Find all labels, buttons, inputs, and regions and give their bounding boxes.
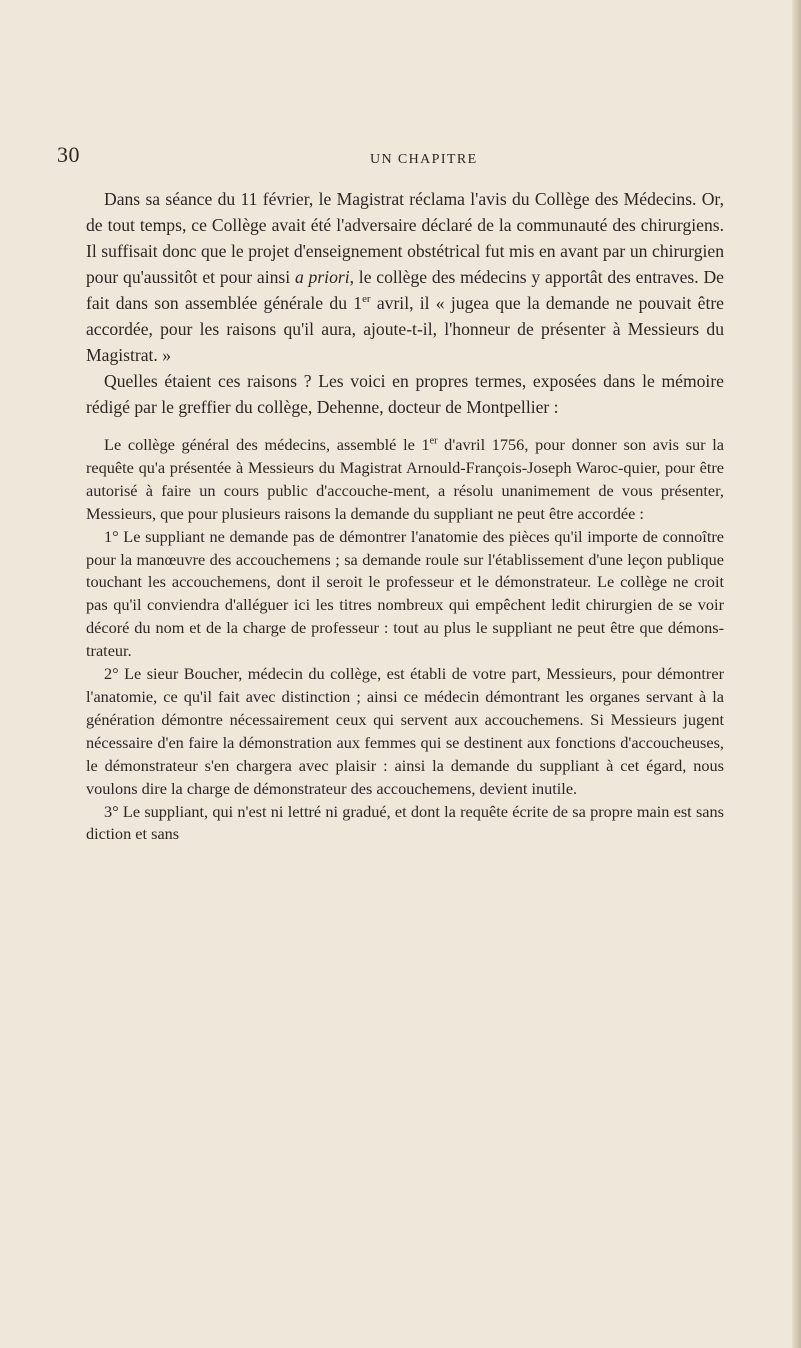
italic-phrase: a priori [294, 267, 350, 287]
body-text [86, 186, 724, 846]
paragraph: Quelles étaient ces raisons ? Les voici en propres termes, exposées dans le mémoire rédigé par le greffier du collège, Dehenne, docteur de Montpellier : [86, 371, 724, 417]
paragraph [86, 186, 724, 368]
paragraph-text: avril, il « jugea que la demande ne pouvait être accordée, pour les raisons qu'il aura, ajoute-t-il, l'honneur de présenter à Messieurs du Magistrat. » [86, 293, 724, 365]
quote-paragraph: 2° Le sieur Boucher, médecin du collège, est établi de votre part, Messieurs, pour démontrer l'anatomie, ce qu'il fait avec distinction ; ainsi ce médecin démontrant les organes servant à la génération démontre nécessairement ceux qui servent aux accouchemens. Si Messieurs jugent nécessaire d'en faire la démonstration aux femmes qui se destinent aux fonctions d'accoucheuses, le démonstrateur s'en chargera avec plaisir : ainsi la demande du suppliant à cet égard, nous voulons dire la charge de démonstrateur des accouchemens, devient inutile. [86, 664, 724, 798]
quote-paragraph [86, 434, 724, 526]
running-title: UN CHAPITRE [370, 152, 478, 167]
ordinal-superscript: er [429, 435, 438, 447]
quote-text: d'avril 1756, pour donner son avis sur la requête qu'a présentée à Messieurs du Magistrat Arnould-François-Joseph Waroc-quier, pour être autorisé à faire un cours public d'accouche-ment, a résolu unanimement de vous présenter, Messieurs, que pour plusieurs raisons la demande du suppliant ne peut être accordée : [86, 435, 725, 523]
quote-paragraph: 3° Le suppliant, qui n'est ni lettré ni gradué, et dont la requête écrite de sa propre main est sans diction et sans [86, 801, 724, 844]
page-edge [792, 0, 801, 1348]
quote-paragraph: 1° Le suppliant ne demande pas de démontrer l'anatomie des pièces qu'il importe de connoître pour la manœuvre des accouchemens ; sa demande roule sur l'établissement d'une leçon publique touchant les accouchemens, dont il seroit le professeur et le démonstrateur. Le collège ne croit pas qu'il conviendra d'alléguer ici les titres nombreux qui empêchent ledit chirurgien de se voir décoré du nom et de la charge de professeur : tout au plus le suppliant ne peut être que démons-trateur. [86, 526, 724, 661]
quote-text: Le collège général des médecins, assemblé le 1 [104, 435, 430, 454]
page-number: 30 [57, 142, 80, 167]
paragraph-text: , le collège des médecins y apportât des entraves. De fait dans son assemblée générale du 1 [86, 267, 724, 313]
page-header [57, 142, 737, 174]
ordinal-superscript: er [362, 293, 371, 306]
quoted-memoire [86, 434, 724, 846]
paragraph-text: Dans sa séance du 11 février, le Magistrat réclama l'avis du Collège des Médecins. Or, de tout temps, ce Collège avait été l'adversaire déclaré de la communauté des chirurgiens. Il suffisait donc que le projet d'enseignement obstétrical fut mis en avant par un chirurgien pour qu'aussitôt et pour ainsi [86, 189, 724, 287]
